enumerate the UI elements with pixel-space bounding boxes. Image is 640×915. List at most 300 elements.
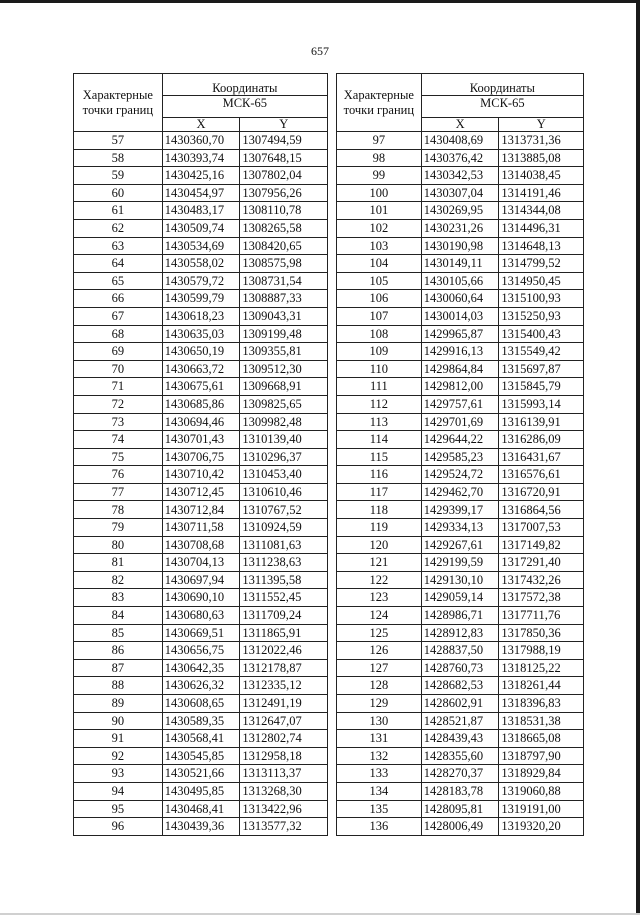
x-cell: 1428521,87 [421,712,499,730]
x-cell: 1429524,72 [421,466,499,484]
y-cell: 1311238,63 [240,554,328,572]
point-cell: 64 [74,255,163,273]
x-cell: 1430710,42 [162,466,240,484]
x-cell: 1430060,64 [421,290,499,308]
table-row [337,642,584,660]
y-cell: 1309043,31 [240,307,328,325]
y-cell: 1309355,81 [240,343,328,361]
table-row [337,360,584,378]
point-cell: 92 [74,747,163,765]
table-row [74,695,328,713]
x-cell: 1429130,10 [421,571,499,589]
y-cell: 1317711,76 [499,607,584,625]
table-row [74,765,328,783]
y-cell: 1316139,91 [499,413,584,431]
y-cell: 1310924,59 [240,519,328,537]
table-row [337,448,584,466]
y-cell: 1307802,04 [240,167,328,185]
x-cell: 1430393,74 [162,149,240,167]
x-cell: 1430521,66 [162,765,240,783]
table-row [337,554,584,572]
table-row [337,466,584,484]
table-row [74,589,328,607]
y-cell: 1317007,53 [499,519,584,537]
header-coords-line2: МСК-65 [421,96,583,118]
header-y: Y [499,118,584,132]
table-row [74,378,328,396]
point-cell: 126 [337,642,422,660]
table-row [74,413,328,431]
table-row [337,747,584,765]
point-cell: 120 [337,536,422,554]
point-cell: 73 [74,413,163,431]
x-cell: 1428006,49 [421,818,499,836]
y-cell: 1313113,37 [240,765,328,783]
y-cell: 1308110,78 [240,202,328,220]
scan-edge-top [0,0,640,3]
x-cell: 1430680,63 [162,607,240,625]
x-cell: 1429701,69 [421,413,499,431]
y-cell: 1319060,88 [499,782,584,800]
point-cell: 123 [337,589,422,607]
y-cell: 1314344,08 [499,202,584,220]
y-cell: 1318261,44 [499,677,584,695]
y-cell: 1317432,26 [499,571,584,589]
scan-edge-right [636,0,640,915]
point-cell: 58 [74,149,163,167]
header-x: X [421,118,499,132]
y-cell: 1312802,74 [240,730,328,748]
y-cell: 1313422,96 [240,800,328,818]
x-cell: 1428439,43 [421,730,499,748]
point-cell: 60 [74,184,163,202]
y-cell: 1314191,46 [499,184,584,202]
point-cell: 113 [337,413,422,431]
x-cell: 1429812,00 [421,378,499,396]
table-row [337,607,584,625]
x-cell: 1428602,91 [421,695,499,713]
y-cell: 1314038,45 [499,167,584,185]
coordinates-table-left [73,73,328,836]
point-cell: 135 [337,800,422,818]
x-cell: 1430425,16 [162,167,240,185]
table-row [74,325,328,343]
y-cell: 1316576,61 [499,466,584,484]
table-row [74,554,328,572]
y-cell: 1308887,33 [240,290,328,308]
y-cell: 1313885,08 [499,149,584,167]
x-cell: 1430712,84 [162,501,240,519]
table-row [337,132,584,150]
point-cell: 129 [337,695,422,713]
point-cell: 102 [337,219,422,237]
coordinates-table-right [336,73,584,836]
point-cell: 61 [74,202,163,220]
point-cell: 80 [74,536,163,554]
table-body-left [74,132,328,836]
y-cell: 1308420,65 [240,237,328,255]
point-cell: 116 [337,466,422,484]
table-row [337,730,584,748]
point-cell: 65 [74,272,163,290]
point-cell: 108 [337,325,422,343]
point-cell: 109 [337,343,422,361]
table-row [74,167,328,185]
x-cell: 1428095,81 [421,800,499,818]
table-row [337,536,584,554]
x-cell: 1430558,02 [162,255,240,273]
point-cell: 90 [74,712,163,730]
table-row [337,255,584,273]
table-row [74,730,328,748]
x-cell: 1430656,75 [162,642,240,660]
table-row [337,712,584,730]
point-cell: 96 [74,818,163,836]
table-row [74,782,328,800]
x-cell: 1429916,13 [421,343,499,361]
y-cell: 1312022,46 [240,642,328,660]
point-cell: 67 [74,307,163,325]
x-cell: 1430149,11 [421,255,499,273]
x-cell: 1430704,13 [162,554,240,572]
x-cell: 1430495,85 [162,782,240,800]
table-body-right [337,132,584,836]
x-cell: 1430483,17 [162,202,240,220]
x-cell: 1430105,66 [421,272,499,290]
point-cell: 59 [74,167,163,185]
y-cell: 1311709,24 [240,607,328,625]
table-row [74,360,328,378]
x-cell: 1430701,43 [162,431,240,449]
x-cell: 1430509,74 [162,219,240,237]
x-cell: 1430675,61 [162,378,240,396]
y-cell: 1319191,00 [499,800,584,818]
y-cell: 1315250,93 [499,307,584,325]
table-row [337,695,584,713]
point-cell: 130 [337,712,422,730]
header-x: X [162,118,240,132]
point-cell: 121 [337,554,422,572]
point-cell: 88 [74,677,163,695]
table-row [74,536,328,554]
x-cell: 1429462,70 [421,483,499,501]
y-cell: 1315400,43 [499,325,584,343]
y-cell: 1311395,58 [240,571,328,589]
y-cell: 1317291,40 [499,554,584,572]
x-cell: 1430685,86 [162,395,240,413]
point-cell: 83 [74,589,163,607]
point-cell: 127 [337,659,422,677]
table-row [337,782,584,800]
table-row [337,272,584,290]
table-row [74,607,328,625]
table-row [74,255,328,273]
table-row [74,747,328,765]
point-cell: 82 [74,571,163,589]
table-row [74,448,328,466]
x-cell: 1430439,36 [162,818,240,836]
page-number: 657 [311,44,329,58]
y-cell: 1318396,83 [499,695,584,713]
point-cell: 68 [74,325,163,343]
point-cell: 63 [74,237,163,255]
point-cell: 70 [74,360,163,378]
y-cell: 1317988,19 [499,642,584,660]
table-row [337,589,584,607]
x-cell: 1428682,53 [421,677,499,695]
y-cell: 1313731,36 [499,132,584,150]
table-row [337,343,584,361]
table-row [337,290,584,308]
table-row [337,395,584,413]
table-row [74,642,328,660]
point-cell: 81 [74,554,163,572]
table-row [337,483,584,501]
x-cell: 1430307,04 [421,184,499,202]
x-cell: 1428912,83 [421,624,499,642]
x-cell: 1430014,03 [421,307,499,325]
x-cell: 1430545,85 [162,747,240,765]
table-row [337,818,584,836]
table-row [337,167,584,185]
point-cell: 134 [337,782,422,800]
x-cell: 1430589,35 [162,712,240,730]
point-cell: 99 [337,167,422,185]
point-cell: 128 [337,677,422,695]
header-coords-line1: Координаты [162,74,327,96]
x-cell: 1430360,70 [162,132,240,150]
x-cell: 1430706,75 [162,448,240,466]
x-cell: 1429399,17 [421,501,499,519]
x-cell: 1430568,41 [162,730,240,748]
point-cell: 115 [337,448,422,466]
x-cell: 1430454,97 [162,184,240,202]
x-cell: 1430712,45 [162,483,240,501]
y-cell: 1314799,52 [499,255,584,273]
y-cell: 1310767,52 [240,501,328,519]
table-row [74,343,328,361]
y-cell: 1319320,20 [499,818,584,836]
y-cell: 1309512,30 [240,360,328,378]
point-cell: 69 [74,343,163,361]
table-row [337,149,584,167]
table-row [74,431,328,449]
point-cell: 124 [337,607,422,625]
x-cell: 1430708,68 [162,536,240,554]
table-row [74,237,328,255]
x-cell: 1430663,72 [162,360,240,378]
x-cell: 1430697,94 [162,571,240,589]
table-row [337,202,584,220]
y-cell: 1315100,93 [499,290,584,308]
y-cell: 1314648,13 [499,237,584,255]
table-row [74,659,328,677]
table-row [337,765,584,783]
y-cell: 1312491,19 [240,695,328,713]
y-cell: 1318929,84 [499,765,584,783]
table-row [74,307,328,325]
table-row [74,571,328,589]
y-cell: 1317850,36 [499,624,584,642]
y-cell: 1318665,08 [499,730,584,748]
table-row [337,624,584,642]
point-cell: 77 [74,483,163,501]
point-cell: 76 [74,466,163,484]
point-cell: 84 [74,607,163,625]
y-cell: 1310139,40 [240,431,328,449]
y-cell: 1311081,63 [240,536,328,554]
y-cell: 1318797,90 [499,747,584,765]
point-cell: 71 [74,378,163,396]
y-cell: 1314496,31 [499,219,584,237]
point-cell: 93 [74,765,163,783]
point-cell: 89 [74,695,163,713]
x-cell: 1430618,23 [162,307,240,325]
x-cell: 1430626,32 [162,677,240,695]
y-cell: 1310296,37 [240,448,328,466]
point-cell: 86 [74,642,163,660]
y-cell: 1310453,40 [240,466,328,484]
point-cell: 122 [337,571,422,589]
point-cell: 101 [337,202,422,220]
header-coords-line2: МСК-65 [162,96,327,118]
header-y: Y [240,118,328,132]
table-row [74,184,328,202]
y-cell: 1317572,38 [499,589,584,607]
x-cell: 1429199,59 [421,554,499,572]
x-cell: 1429585,23 [421,448,499,466]
table-row [337,184,584,202]
y-cell: 1318125,22 [499,659,584,677]
table-row [337,325,584,343]
y-cell: 1309982,48 [240,413,328,431]
table-row [337,378,584,396]
table-row [337,237,584,255]
point-cell: 125 [337,624,422,642]
point-cell: 103 [337,237,422,255]
x-cell: 1430711,58 [162,519,240,537]
y-cell: 1313577,32 [240,818,328,836]
header-points: Характерные точки границ [337,74,422,132]
point-cell: 114 [337,431,422,449]
x-cell: 1428760,73 [421,659,499,677]
x-cell: 1429965,87 [421,325,499,343]
point-cell: 111 [337,378,422,396]
table-row [337,413,584,431]
table-row [337,519,584,537]
x-cell: 1430408,69 [421,132,499,150]
point-cell: 131 [337,730,422,748]
point-cell: 91 [74,730,163,748]
y-cell: 1307494,59 [240,132,328,150]
y-cell: 1315993,14 [499,395,584,413]
point-cell: 87 [74,659,163,677]
table-row [337,431,584,449]
y-cell: 1315697,87 [499,360,584,378]
table-row [74,149,328,167]
x-cell: 1430669,51 [162,624,240,642]
x-cell: 1430190,98 [421,237,499,255]
x-cell: 1430468,41 [162,800,240,818]
point-cell: 119 [337,519,422,537]
table-row [74,712,328,730]
y-cell: 1309199,48 [240,325,328,343]
x-cell: 1429059,14 [421,589,499,607]
x-cell: 1428270,37 [421,765,499,783]
table-row [74,466,328,484]
y-cell: 1316864,56 [499,501,584,519]
table-row [337,571,584,589]
point-cell: 94 [74,782,163,800]
y-cell: 1316286,09 [499,431,584,449]
x-cell: 1430650,19 [162,343,240,361]
table-row [337,800,584,818]
table-row [74,219,328,237]
point-cell: 118 [337,501,422,519]
y-cell: 1312335,12 [240,677,328,695]
point-cell: 75 [74,448,163,466]
table-row [74,272,328,290]
x-cell: 1429644,22 [421,431,499,449]
point-cell: 85 [74,624,163,642]
x-cell: 1430642,35 [162,659,240,677]
table-row [74,501,328,519]
point-cell: 136 [337,818,422,836]
y-cell: 1315845,79 [499,378,584,396]
x-cell: 1430694,46 [162,413,240,431]
point-cell: 97 [337,132,422,150]
y-cell: 1310610,46 [240,483,328,501]
x-cell: 1430599,79 [162,290,240,308]
x-cell: 1430231,26 [421,219,499,237]
x-cell: 1430608,65 [162,695,240,713]
x-cell: 1429757,61 [421,395,499,413]
y-cell: 1313268,30 [240,782,328,800]
x-cell: 1430690,10 [162,589,240,607]
table-row [74,132,328,150]
header-points: Характерные точки границ [74,74,163,132]
x-cell: 1430269,95 [421,202,499,220]
table-row [337,219,584,237]
y-cell: 1311865,91 [240,624,328,642]
point-cell: 112 [337,395,422,413]
y-cell: 1311552,45 [240,589,328,607]
point-cell: 95 [74,800,163,818]
x-cell: 1429864,84 [421,360,499,378]
y-cell: 1314950,45 [499,272,584,290]
y-cell: 1308731,54 [240,272,328,290]
point-cell: 79 [74,519,163,537]
table-row [337,501,584,519]
y-cell: 1317149,82 [499,536,584,554]
point-cell: 105 [337,272,422,290]
table-row [74,818,328,836]
point-cell: 133 [337,765,422,783]
point-cell: 78 [74,501,163,519]
table-row [74,800,328,818]
table-row [337,307,584,325]
point-cell: 107 [337,307,422,325]
y-cell: 1309825,65 [240,395,328,413]
y-cell: 1316720,91 [499,483,584,501]
point-cell: 132 [337,747,422,765]
x-cell: 1430635,03 [162,325,240,343]
point-cell: 110 [337,360,422,378]
point-cell: 66 [74,290,163,308]
y-cell: 1316431,67 [499,448,584,466]
x-cell: 1428837,50 [421,642,499,660]
point-cell: 104 [337,255,422,273]
